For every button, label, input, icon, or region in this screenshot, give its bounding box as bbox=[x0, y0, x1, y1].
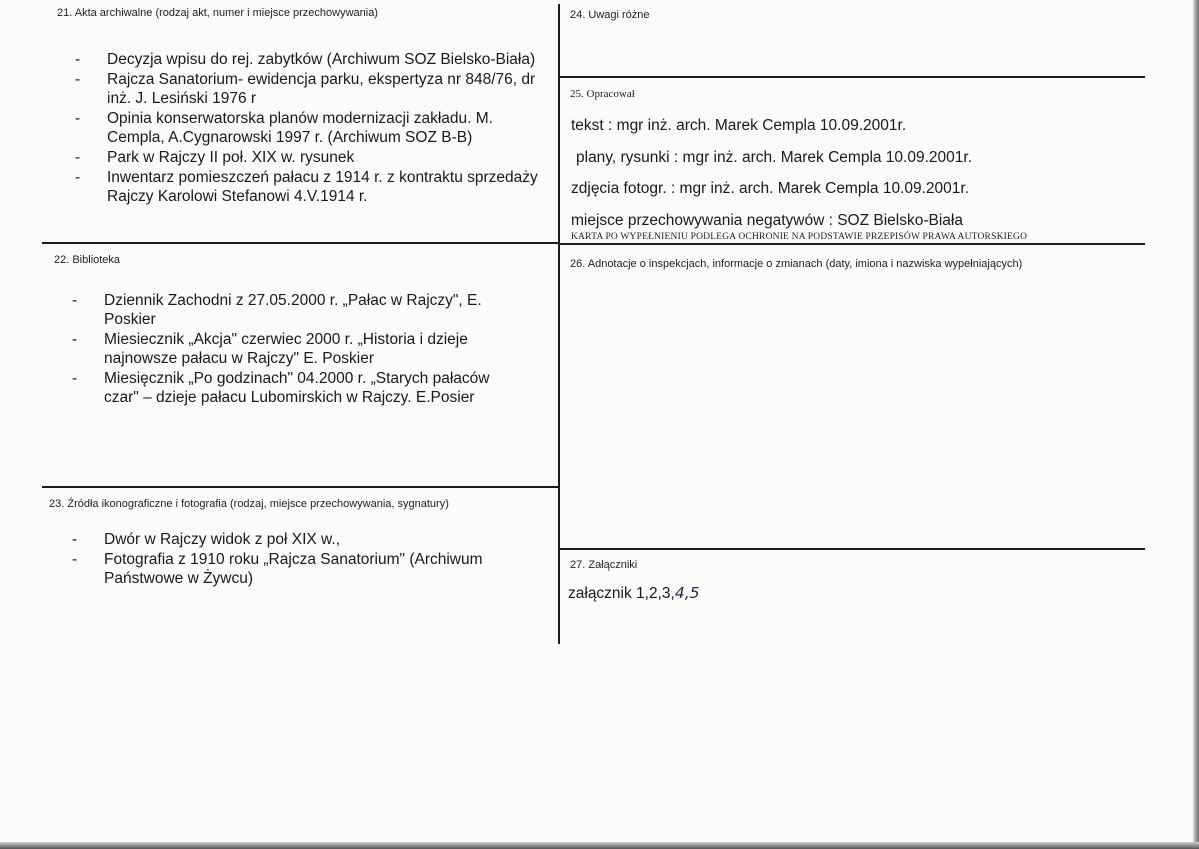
attachments-value bbox=[568, 584, 700, 603]
divider-26-27 bbox=[560, 548, 1145, 550]
copyright-notice: KARTA PO WYPEŁNIENIU PODLEGA OCHRONIE NA PODSTAWIE PRZEPISÓW PRAWA AUTORSKIEGO bbox=[571, 232, 1028, 242]
list-item: - Rajcza Sanatorium- ewidencja parku, ekspertyza nr 848/76, dr inż. J. Lesiński 1976 r bbox=[75, 70, 547, 108]
attachments-printed: załącznik 1,2,3, bbox=[568, 585, 675, 602]
divider-22-23 bbox=[42, 486, 558, 488]
list-item: - Dwór w Rajczy widok z poł XIX w., bbox=[72, 530, 528, 549]
list-item: - Miesięcznik „Po godzinach" 04.2000 r. „Starych pałaców czar" – dzieje pałacu Lubomirskich w Rajczy. E.Posier bbox=[72, 369, 528, 407]
scan-edge-right bbox=[1193, 0, 1199, 849]
section-22-title: 22. Biblioteka bbox=[54, 254, 121, 266]
scan-edge-bottom bbox=[0, 842, 1199, 849]
negatives-location: miejsce przechowywania negatywów : SOZ Bielsko-Biała bbox=[571, 212, 963, 229]
section-24-title: 24. Uwagi różne bbox=[570, 9, 650, 21]
divider-21-22 bbox=[42, 242, 558, 244]
list-item: - Park w Rajczy II poł. XIX w. rysunek bbox=[75, 148, 547, 167]
section-23-list bbox=[72, 530, 528, 589]
section-21-title: 21. Akta archiwalne (rodzaj akt, numer i miejsce przechowywania) bbox=[57, 7, 378, 19]
list-item: - Fotografia z 1910 roku „Rajcza Sanatorium" (Archiwum Państwowe w Żywcu) bbox=[72, 550, 528, 588]
author-drawings: plany, rysunki : mgr inż. arch. Marek Cempla 10.09.2001r. bbox=[576, 149, 972, 166]
section-27-title: 27. Załączniki bbox=[570, 559, 638, 571]
section-23-title: 23. Źródła ikonograficzne i fotografia (rodzaj, miejsce przechowywania, sygnatury) bbox=[49, 498, 449, 510]
list-item: - Decyzja wpisu do rej. zabytków (Archiwum SOZ Bielsko-Biała) bbox=[75, 50, 547, 69]
author-photos: zdjęcia fotogr. : mgr inż. arch. Marek Cempla 10.09.2001r. bbox=[571, 180, 970, 197]
section-26-title: 26. Adnotacje o inspekcjach, informacje o zmianach (daty, imiona i nazwiska wypełniających) bbox=[570, 258, 1023, 270]
list-item: - Dziennik Zachodni z 27.05.2000 r. „Pałac w Rajczy", E. Poskier bbox=[72, 291, 528, 329]
section-22-list bbox=[72, 291, 528, 408]
author-text: tekst : mgr inż. arch. Marek Cempla 10.09.2001r. bbox=[571, 117, 907, 134]
section-21-list bbox=[75, 50, 547, 207]
list-item: - Inwentarz pomieszczeń pałacu z 1914 r. z kontraktu sprzedaży Rajczy Karolowi Stefanowi 4.V.1914 r. bbox=[75, 168, 547, 206]
list-item: - Miesiecznik „Akcja" czerwiec 2000 r. „Historia i dzieje najnowsze pałacu w Rajczy" E. Poskier bbox=[72, 330, 528, 368]
divider-24-25 bbox=[560, 76, 1145, 78]
section-25-title: 25. Opracował bbox=[570, 88, 635, 100]
divider-25-26 bbox=[560, 243, 1145, 245]
attachments-handwritten: 4,5 bbox=[674, 584, 700, 602]
list-item: - Opinia konserwatorska planów modernizacji zakładu. M. Cempla, A.Cygnarowski 1997 r. (Archiwum SOZ B-B) bbox=[75, 109, 547, 147]
